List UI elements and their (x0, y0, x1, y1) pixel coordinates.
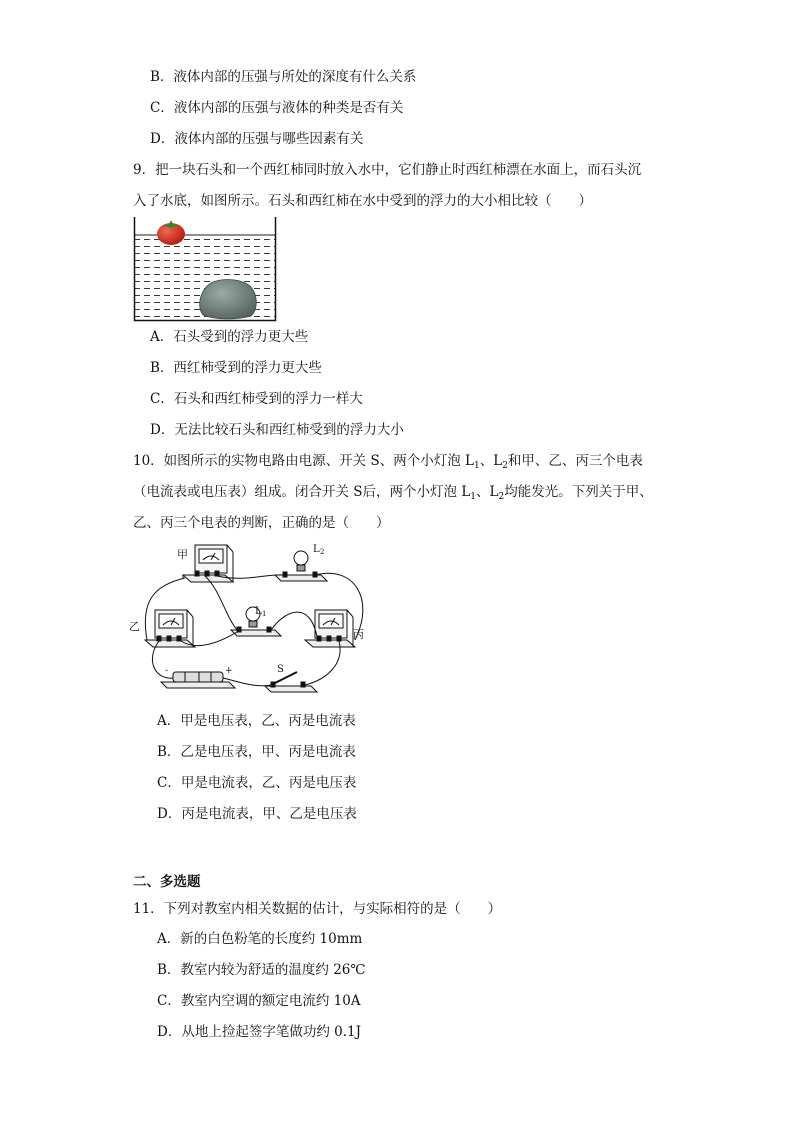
label-s: S (277, 664, 284, 675)
q9-option-b: B．西红柿受到的浮力更大些 (150, 360, 322, 376)
q11-option-c: C．教室内空调的额定电流约 10A (157, 993, 361, 1009)
q10-option-d: D．丙是电流表，甲、乙是电压表 (157, 806, 357, 822)
q9-stem-line2: 入了水底，如图所示。石头和西红柿在水中受到的浮力的大小相比较（ ） (133, 193, 592, 209)
q8-option-c: C．液体内部的压强与液体的种类是否有关 (150, 100, 404, 116)
q10-option-b: B．乙是电压表，甲、丙是电流表 (157, 744, 356, 760)
label-bing: 丙 (353, 628, 364, 641)
q8-option-d: D．液体内部的压强与哪些因素有关 (150, 131, 364, 147)
section-title-multiple-choice: 二、多选题 (133, 874, 201, 890)
svg-text:2: 2 (320, 548, 325, 556)
q10-stem-line1: 10．如图所示的实物电路由电源、开关 S、两个小灯泡 $L_1$、$L_2$和甲、乙、丙三个电表 (133, 453, 643, 471)
q11-option-a: A．新的白色粉笔的长度约 10mm (157, 931, 363, 947)
q10-stem-line3: 乙、丙三个电表的判断，正确的是（ ） (133, 515, 390, 531)
label-yi: 乙 (129, 620, 140, 633)
q9-option-c: C．石头和西红柿受到的浮力一样大 (150, 391, 363, 407)
q10-option-c: C．甲是电流表，乙、丙是电压表 (157, 775, 357, 791)
meter-yi (145, 610, 195, 647)
svg-text:1: 1 (262, 610, 267, 618)
q9-stem-line1: 9．把一块石头和一个西红柿同时放入水中，它们静止时西红柿漂在水面上，而石头沉 (133, 162, 642, 178)
q11-option-d: D．从地上捡起签字笔做功约 0.1J (157, 1024, 361, 1040)
q10-circuit-figure (125, 540, 385, 700)
stone-shape (200, 280, 257, 319)
q11-option-b: B．教室内较为舒适的温度约 26℃ (157, 962, 366, 978)
q9-figure-tank (133, 215, 278, 323)
label-l1: L (255, 606, 262, 617)
q10-stem-line2: （电流表或电压表）组成。闭合开关 S后，两个小灯泡 $L_1$、$L_2$均能发光。下列关于甲、 (133, 484, 653, 502)
meter-jia (183, 545, 233, 582)
q9-option-d: D．无法比较石头和西红柿受到的浮力大小 (150, 422, 404, 438)
label-l2: L (313, 544, 320, 555)
q9-option-a: A．石头受到的浮力更大些 (150, 329, 309, 345)
meter-bing (305, 610, 355, 647)
label-jia: 甲 (177, 548, 188, 561)
q11-stem: 11．下列对教室内相关数据的估计，与实际相符的是（ ） (133, 901, 502, 917)
label-minus: - (165, 666, 169, 676)
switch-s (265, 672, 317, 692)
q10-option-a: A．甲是电压表，乙、丙是电流表 (157, 713, 356, 729)
battery (161, 672, 235, 688)
q8-option-b: B．液体内部的压强与所处的深度有什么关系 (150, 69, 417, 85)
label-plus: + (225, 666, 233, 676)
